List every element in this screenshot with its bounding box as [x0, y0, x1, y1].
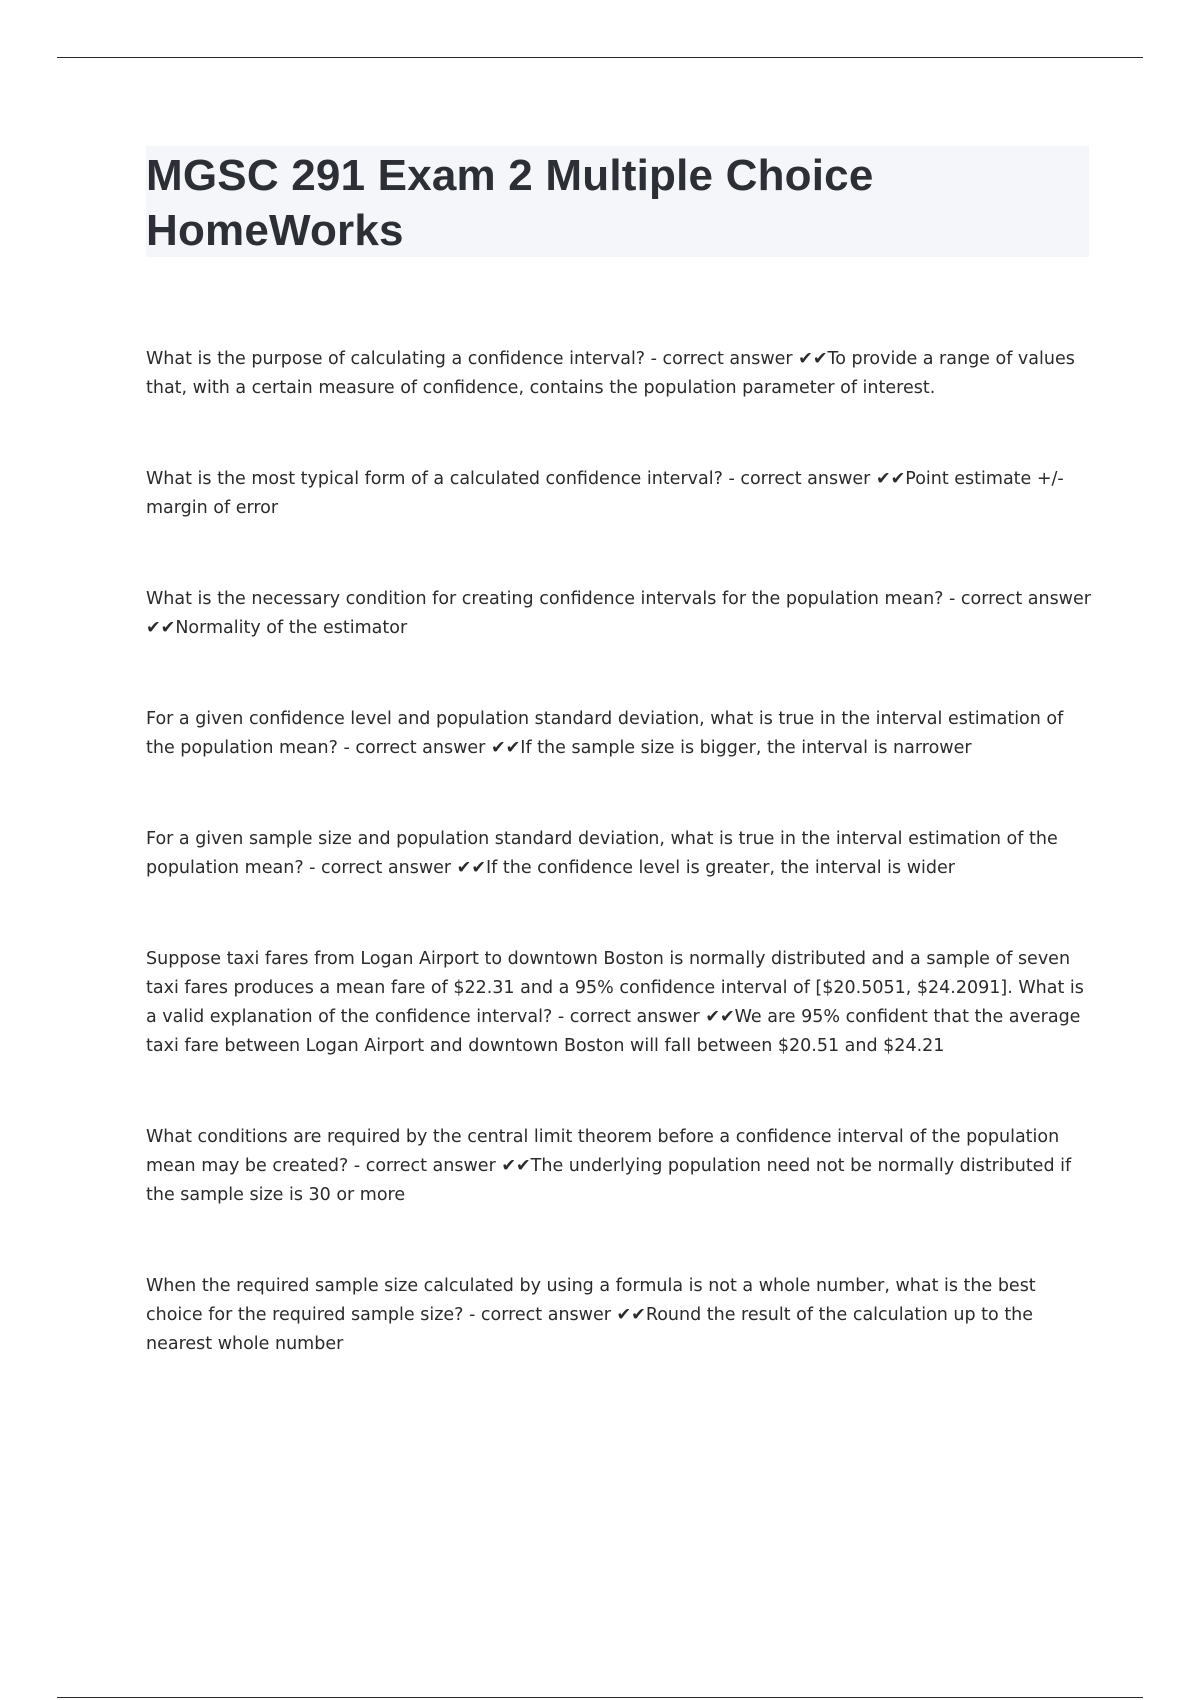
answer-text: If the sample size is bigger, the interval is narrower	[520, 738, 972, 758]
answer-separator: - correct answer	[337, 738, 491, 758]
qa-item	[146, 1123, 1096, 1210]
answer-separator: - correct answer	[303, 858, 457, 878]
question-text: When the required sample size calculated by using a formula is not a whole number, what is the best choice for the required sample size?	[146, 1276, 1036, 1325]
check-icon: ✔✔	[456, 858, 486, 878]
question-text: What conditions are required by the central limit theorem before a confidence interval of the population mean may be created?	[146, 1127, 1060, 1176]
question-text: What is the most typical form of a calculated confidence interval?	[146, 469, 723, 489]
check-icon: ✔✔	[875, 469, 906, 489]
answer-text: Round the result of the calculation up to the nearest whole number	[146, 1305, 1034, 1354]
answer-separator: - correct answer	[943, 589, 1091, 609]
qa-item	[146, 705, 1096, 763]
answer-text: Normality of the estimator	[175, 618, 408, 638]
answer-text: To provide a range of values that, with a certain measure of confidence, contains the population parameter of interest.	[146, 349, 1075, 398]
question-text: Suppose taxi fares from Logan Airport to downtown Boston is normally distributed and a sample of seven taxi fares produces a mean fare of $22.31 and a 95% confidence interval of [$20.5051, $24.2091]. What is a valid explanation of the confidence interval?	[146, 949, 1084, 1027]
answer-separator: - correct answer	[645, 349, 799, 369]
answer-text: Point estimate +/- margin of error	[146, 469, 1064, 518]
answer-separator: - correct answer	[722, 469, 876, 489]
answer-separator: - correct answer	[552, 1007, 706, 1027]
qa-item	[146, 345, 1096, 403]
answer-text: We are 95% confident that the average taxi fare between Logan Airport and downtown Boston will fall between $20.51 and $24.21	[146, 1007, 1081, 1056]
check-icon: ✔✔	[146, 618, 176, 638]
check-icon: ✔✔	[501, 1156, 531, 1176]
question-text: What is the necessary condition for creating confidence intervals for the population mean?	[146, 589, 944, 609]
bottom-divider	[57, 1697, 1143, 1698]
answer-text: The underlying population need not be normally distributed if the sample size is 30 or more	[146, 1156, 1072, 1205]
check-icon: ✔✔	[616, 1305, 646, 1325]
qa-item	[146, 945, 1096, 1061]
qa-item	[146, 585, 1096, 643]
qa-item	[146, 465, 1096, 523]
top-divider	[57, 57, 1143, 58]
answer-separator: - correct answer	[348, 1156, 502, 1176]
check-icon: ✔✔	[490, 738, 521, 758]
qa-list	[146, 345, 1096, 1359]
question-text: For a given sample size and population standard deviation, what is true in the interval estimation of the population mean?	[146, 829, 1058, 878]
answer-text: If the confidence level is greater, the interval is wider	[486, 858, 955, 878]
check-icon: ✔✔	[798, 349, 828, 369]
check-icon: ✔✔	[705, 1007, 735, 1027]
page-title: MGSC 291 Exam 2 Multiple Choice HomeWorks	[146, 151, 874, 255]
question-text: What is the purpose of calculating a confidence interval?	[146, 349, 646, 369]
qa-item	[146, 1272, 1096, 1359]
question-text: For a given confidence level and population standard deviation, what is true in the interval estimation of the population mean?	[146, 709, 1064, 758]
title-block	[146, 146, 1089, 257]
answer-separator: - correct answer	[463, 1305, 617, 1325]
qa-item	[146, 825, 1096, 883]
